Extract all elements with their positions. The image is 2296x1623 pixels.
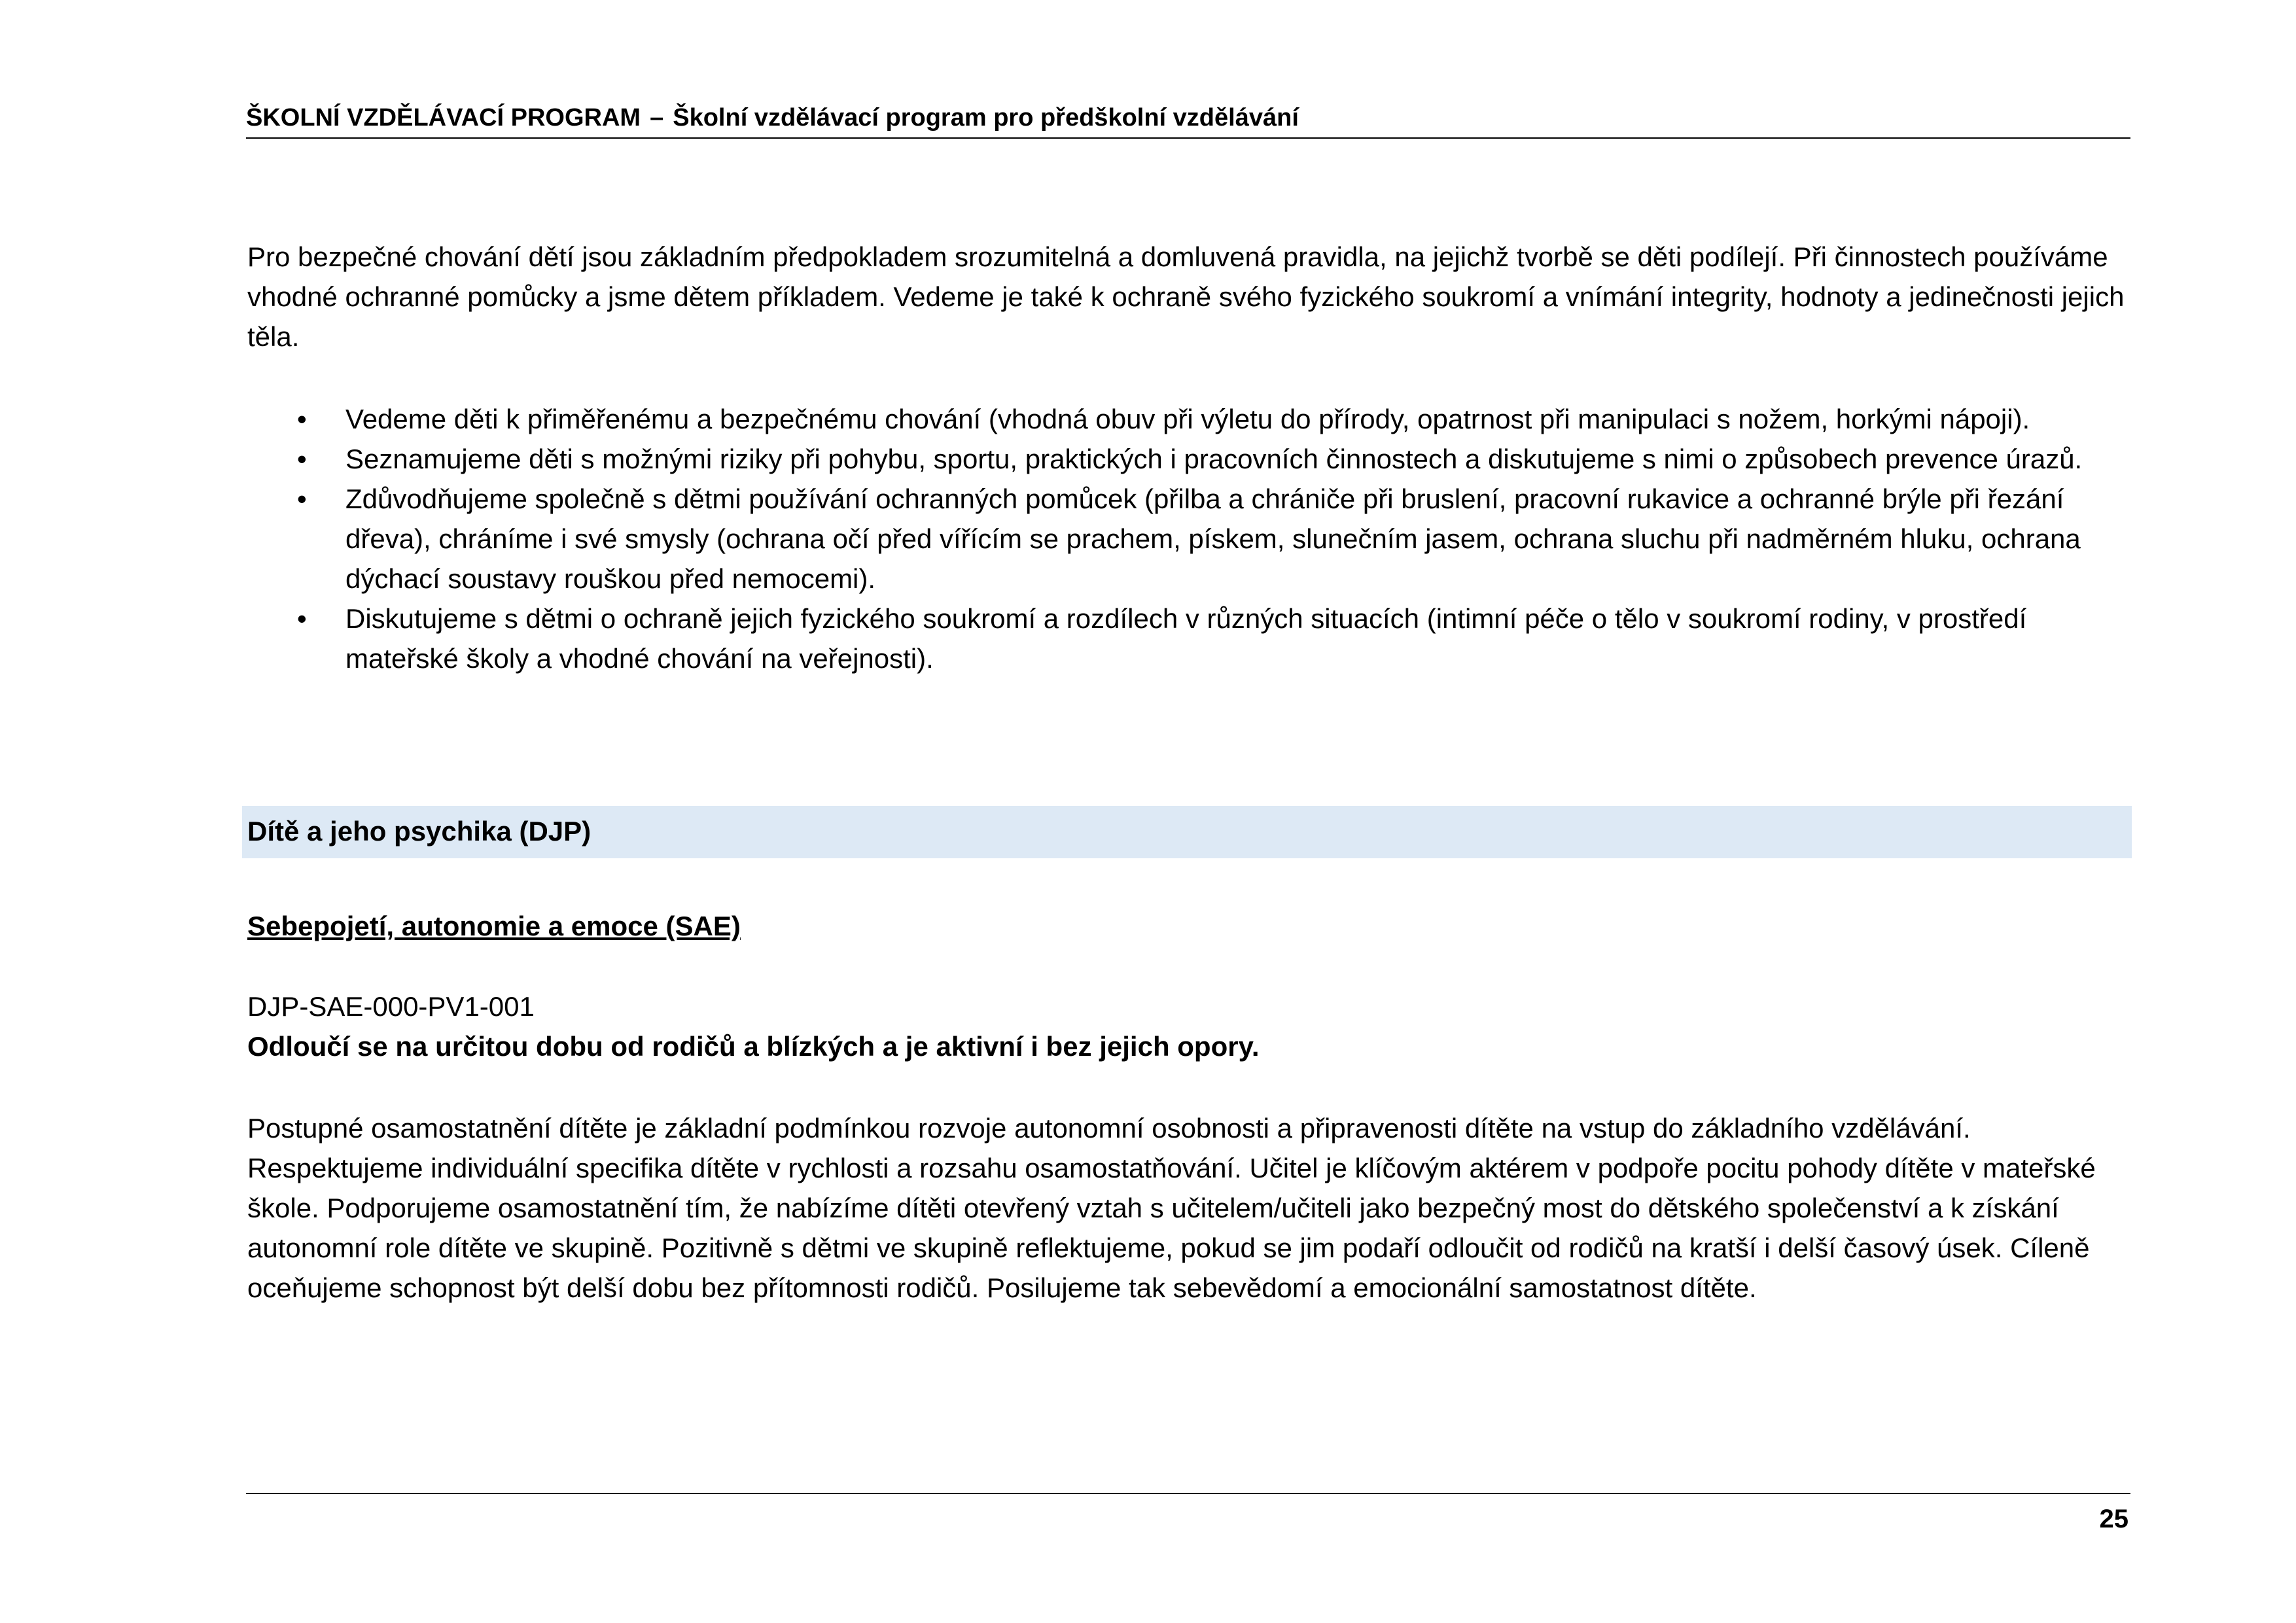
goal-code: DJP-SAE-000-PV1-001: [247, 991, 535, 1022]
list-item-text: Vedeme děti k přiměřenému a bezpečnému chování (vhodná obuv při výletu do přírody, opatrnost při manipulaci s nožem, horkými nápoji).: [345, 404, 2030, 434]
list-item-text: Zdůvodňujeme společně s dětmi používání ochranných pomůcek (přilba a chrániče při bruslení, pracovní rukavice a ochranné brýle při řezání dřeva), chráníme i své smysly (ochrana očí před vířícím se prachem, pískem, slunečním jasem, ochrana sluchu při nadměrném hluku, ochrana dýchací soustavy rouškou před nemocemi).: [345, 483, 2081, 594]
subsection-title: Sebepojetí, autonomie a emoce (SAE): [247, 911, 741, 941]
list-item: [247, 439, 2132, 479]
bullet-list: [247, 399, 2132, 678]
goal-statement: Odloučí se na určitou dobu od rodičů a blízkých a je aktivní i bez jejich opory.: [247, 1031, 1260, 1062]
page-header: [246, 98, 2130, 139]
section-title: Dítě a jeho psychika (DJP): [247, 816, 592, 846]
bullet-icon: •: [297, 603, 307, 634]
header-separator: –: [650, 104, 664, 131]
list-item-text: Diskutujeme s dětmi o ochraně jejich fyzického soukromí a rozdílech v různých situacích (intimní péče o tělo v soukromí rodiny, v prostředí mateřské školy a vhodné chování na veřejnosti).: [345, 603, 2027, 674]
header-program-title: ŠKOLNÍ VZDĚLÁVACÍ PROGRAM: [246, 104, 641, 131]
bullet-icon: •: [297, 404, 307, 434]
page-number: 25: [2099, 1505, 2128, 1533]
list-item: [247, 479, 2132, 599]
list-item-text: Seznamujeme děti s možnými riziky při pohybu, sportu, praktických i pracovních činnostech a diskutujeme s nimi o způsobech prevence úrazů.: [345, 444, 2083, 474]
section-heading-band: [242, 806, 2132, 858]
footer-divider: [246, 1493, 2130, 1494]
bullet-icon: •: [297, 483, 307, 514]
bullet-icon: •: [297, 444, 307, 474]
intro-paragraph: Pro bezpečné chování dětí jsou základním předpokladem srozumitelná a domluvená pravidla, na jejichž tvorbě se děti podílejí. Při činnostech používáme vhodné ochranné pomůcky a jsme dětem příkladem. Vedeme je také k ochraně svého fyzického soukromí a vnímání integrity, hodnoty a jedinečnosti jejich těla.: [247, 241, 2125, 352]
list-item: [247, 599, 2132, 678]
list-item: [247, 399, 2132, 439]
header-program-subtitle: Školní vzdělávací program pro předškolní vzdělávání: [673, 104, 1299, 131]
goal-description-paragraph: Postupné osamostatnění dítěte je základní podmínkou rozvoje autonomní osobnosti a připravenosti dítěte na vstup do základního vzdělávání. Respektujeme individuální specifika dítěte v rychlosti a rozsahu osamostatňování. Učitel je klíčovým aktérem v podpoře pocitu pohody dítěte v mateřské škole. Podporujeme osamostatnění tím, že nabízíme dítěti otevřený vztah s učitelem/učiteli jako bezpečný most do dětského společenství a k získání autonomní role dítěte ve skupině. Pozitivně s dětmi ve skupině reflektujeme, pokud se jim podaří odloučit od rodičů na kratší i delší časový úsek. Cíleně oceňujeme schopnost být delší dobu bez přítomnosti rodičů. Posilujeme tak sebevědomí a emocionální samostatnost dítěte.: [247, 1113, 2096, 1303]
